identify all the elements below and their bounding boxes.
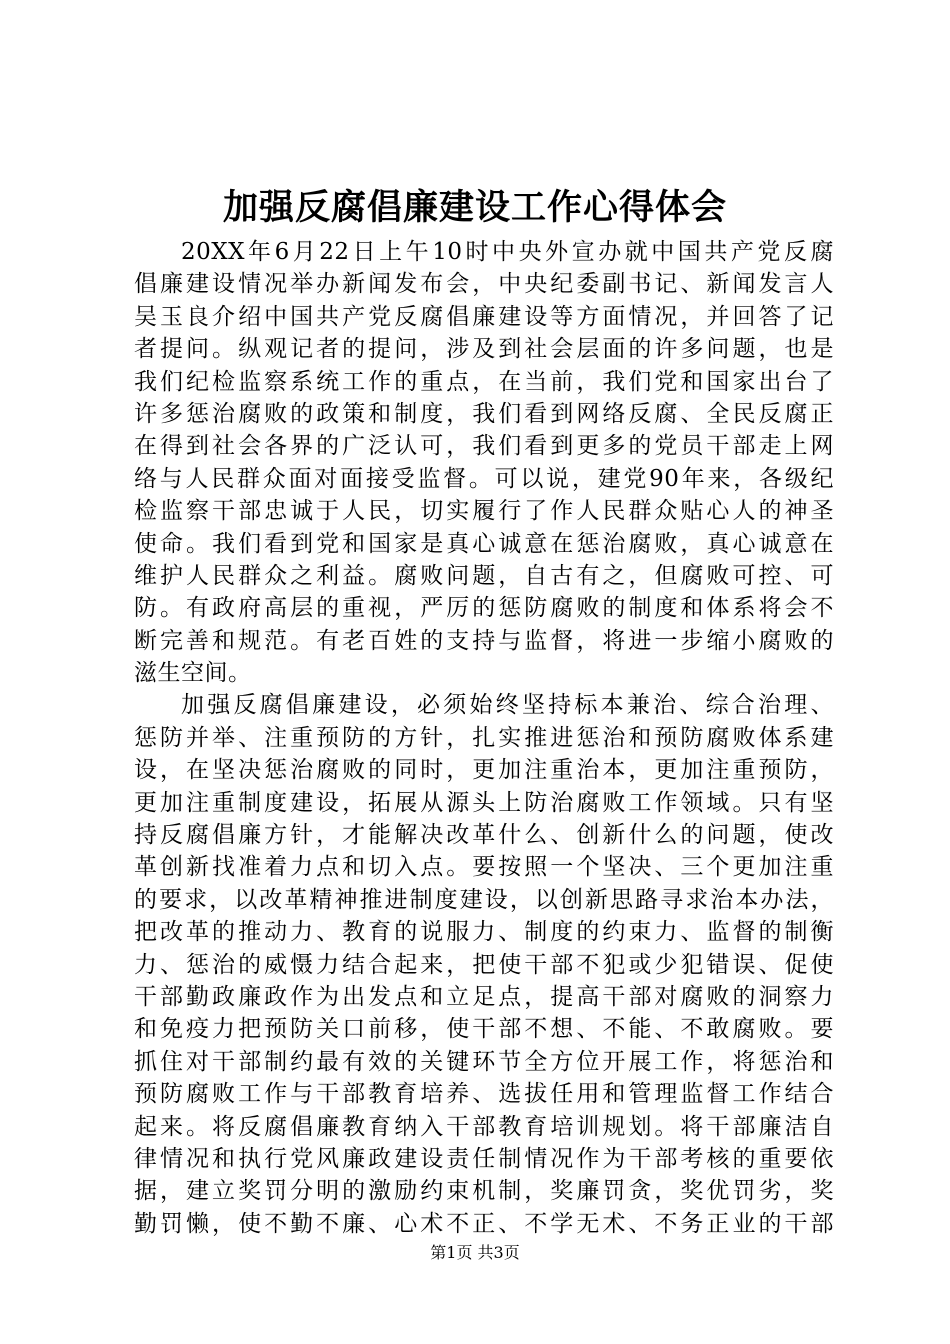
page-number-footer: 第1页 共3页 xyxy=(430,1243,520,1262)
text-line: 抓住对干部制约最有效的关键环节全方位开展工作，将惩治和 xyxy=(134,1048,834,1075)
text-line: 吴玉良介绍中国共产党反腐倡廉建设等方面情况，并回答了记 xyxy=(134,303,834,330)
text-line: 力、惩治的威慑力结合起来，把使干部不犯或少犯错误、促使 xyxy=(134,951,834,978)
text-line: 者提问。纵观记者的提问，涉及到社会层面的许多问题，也是 xyxy=(134,336,834,363)
text-line: 络与人民群众面对面接受监督。可以说，建党90年来，各级纪 xyxy=(134,465,834,492)
document-body xyxy=(134,236,834,1240)
text-line: 加强反腐倡廉建设，必须始终坚持标本兼治、综合治理、 xyxy=(181,692,834,719)
text-line: 使命。我们看到党和国家是真心诚意在惩治腐败，真心诚意在 xyxy=(134,530,834,557)
paragraph-1 xyxy=(134,236,834,689)
text-line: 据，建立奖罚分明的激励约束机制，奖廉罚贪，奖优罚劣，奖 xyxy=(134,1178,834,1205)
text-line: 的要求，以改革精神推进制度建设，以创新思路寻求治本办法， xyxy=(134,886,834,913)
text-line: 我们纪检监察系统工作的重点，在当前，我们党和国家出台了 xyxy=(134,368,834,395)
text-line: 预防腐败工作与干部教育培养、选拔任用和管理监督工作结合 xyxy=(134,1081,834,1108)
text-line: 和免疫力把预防关口前移，使干部不想、不能、不敢腐败。要 xyxy=(134,1016,834,1043)
text-line: 更加注重制度建设，拓展从源头上防治腐败工作领域。只有坚 xyxy=(134,789,834,816)
text-line: 起来。将反腐倡廉教育纳入干部教育培训规划。将干部廉洁自 xyxy=(134,1113,834,1140)
text-line: 滋生空间。 xyxy=(134,660,252,687)
text-line: 在得到社会各界的广泛认可，我们看到更多的党员干部走上网 xyxy=(134,433,834,460)
text-line: 干部勤政廉政作为出发点和立足点，提高干部对腐败的洞察力 xyxy=(134,983,834,1010)
text-line: 检监察干部忠诚于人民，切实履行了作人民群众贴心人的神圣 xyxy=(134,498,834,525)
text-line: 许多惩治腐败的政策和制度，我们看到网络反腐、全民反腐正 xyxy=(134,400,834,427)
text-line: 维护人民群众之利益。腐败问题，自古有之，但腐败可控、可 xyxy=(134,562,834,589)
text-line: 倡廉建设情况举办新闻发布会，中央纪委副书记、新闻发言人 xyxy=(134,271,834,298)
text-line: 设，在坚决惩治腐败的同时，更加注重治本，更加注重预防， xyxy=(134,757,834,784)
text-line: 勤罚懒，使不勤不廉、心术不正、不学无术、不务正业的干部 xyxy=(134,1210,834,1237)
text-line: 惩防并举、注重预防的方针，扎实推进惩治和预防腐败体系建 xyxy=(134,724,834,751)
text-line: 20XX年6月22日上午10时中央外宣办就中国共产党反腐 xyxy=(181,239,834,265)
text-line: 防。有政府高层的重视，严厉的惩防腐败的制度和体系将会不 xyxy=(134,595,834,622)
paragraph-2 xyxy=(134,689,834,1240)
text-line: 持反腐倡廉方针，才能解决改革什么、创新什么的问题，使改 xyxy=(134,822,834,849)
document-title: 加强反腐倡廉建设工作心得体会 xyxy=(222,187,727,228)
text-line: 把改革的推动力、教育的说服力、制度的约束力、监督的制衡 xyxy=(134,919,834,946)
text-line: 断完善和规范。有老百姓的支持与监督，将进一步缩小腐败的 xyxy=(134,627,834,654)
text-line: 律情况和执行党风廉政建设责任制情况作为干部考核的重要依 xyxy=(134,1145,834,1172)
text-line: 革创新找准着力点和切入点。要按照一个坚决、三个更加注重 xyxy=(134,854,834,881)
